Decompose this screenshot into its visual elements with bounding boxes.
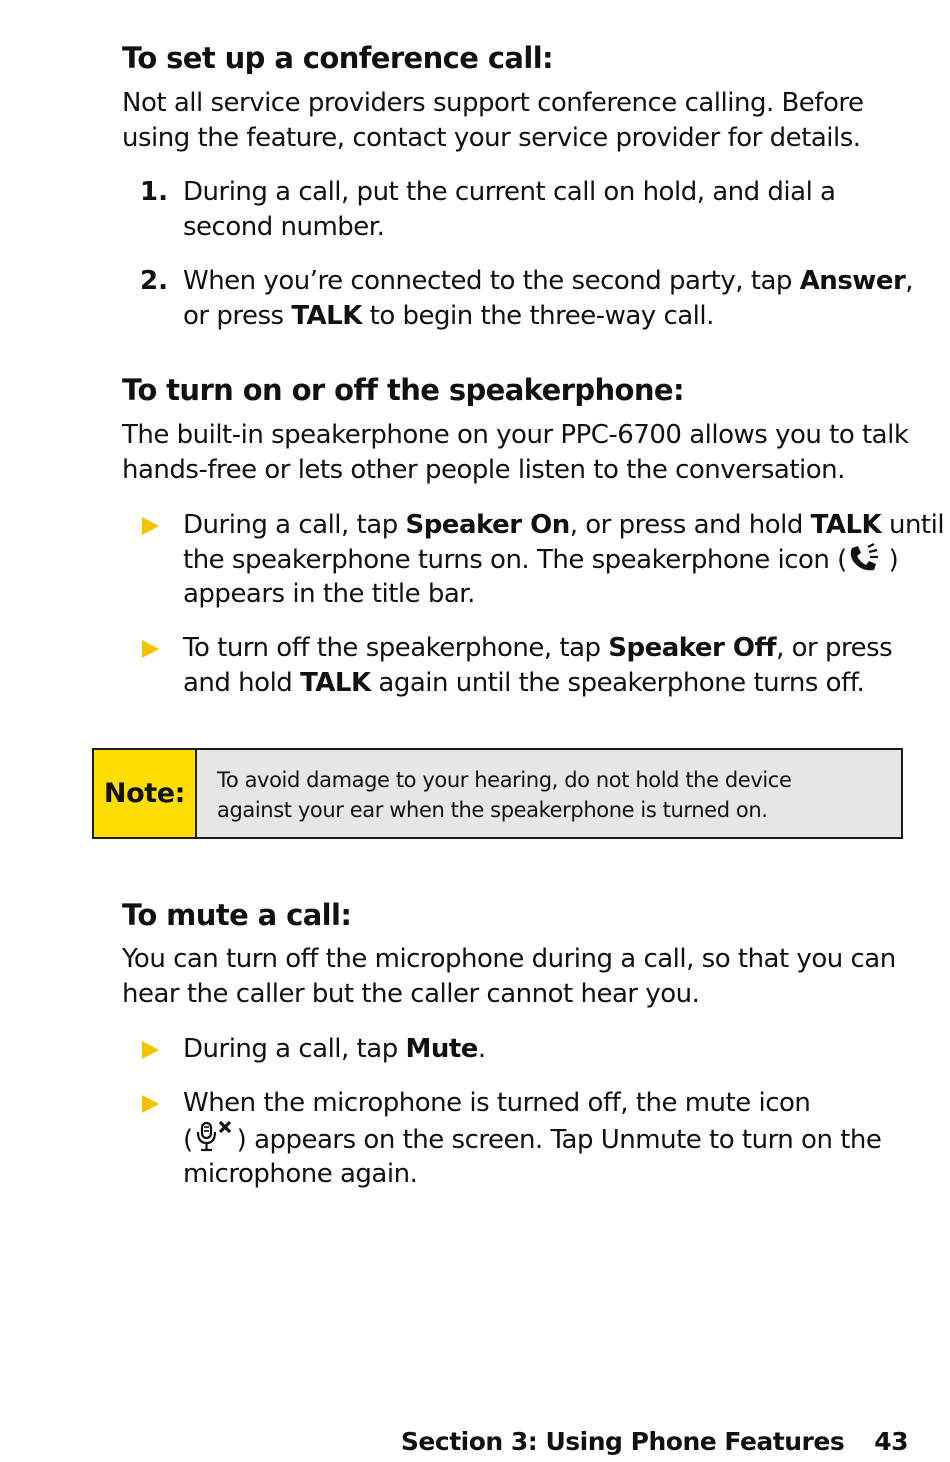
bullet-line [183,1121,923,1158]
step-number: 2. [140,266,168,296]
talk-label: TALK [300,667,371,698]
bullet-arrow-icon [142,517,159,535]
text-run: When you’re connected to the second party, tap [183,266,800,296]
step-line: second number. [183,211,385,242]
text-run: During a call, tap [183,510,406,540]
bullet-text [183,508,945,612]
text-run: and hold [183,667,301,698]
intro-line: The built-in speakerphone on your PPC-6700 allows you to talk [122,420,909,450]
text-run: , or press and hold [569,510,811,540]
bullet-text [183,1032,923,1067]
mute-heading: To mute a call: [122,898,352,932]
speakerphone-heading: To turn on or off the speakerphone: [122,373,684,407]
text-run: ( [183,1124,193,1155]
conference-heading: To set up a conference call: [122,41,554,75]
bullet-line [183,543,923,578]
text-run: During a call, tap [183,1034,406,1064]
note-label: Note: [94,750,197,837]
bullet-arrow-icon [142,1095,159,1113]
step-number: 1. [140,177,168,207]
note-box [92,748,903,839]
bullet-line [183,631,923,666]
talk-label: TALK [810,510,882,540]
step-text [183,175,923,244]
talk-label: TALK [291,300,362,331]
mute-label: Mute [405,1034,478,1064]
intro-line: hear the caller but the caller cannot hear you. [122,978,700,1009]
note-body [197,750,901,837]
bullet-line [183,508,945,543]
note-line: against your ear when the speakerphone is turned on. [217,797,768,822]
text-run: or press [183,300,292,331]
note-line: To avoid damage to your hearing, do not hold the device [217,768,792,792]
bullet-arrow-icon [142,640,159,658]
mute-intro [122,942,912,1011]
speaker-off-label: Speaker Off [608,633,777,663]
conference-intro [122,86,912,155]
bullet-text [183,631,923,700]
intro-line: Not all service providers support conference calling. Before [122,88,864,118]
text-run: ) [880,544,899,575]
page-footer [401,1427,908,1456]
intro-line: You can turn off the microphone during a call, so that you can [122,944,896,974]
bullet-text [183,1086,923,1192]
text-run: the speakerphone turns on. The speakerphone icon ( [183,544,847,575]
text-run: , or press [776,633,893,663]
bullet-line [183,1032,923,1067]
text-run: to begin the three-way call. [361,300,714,331]
bullet-line: microphone again. [183,1159,418,1189]
step-line [183,299,923,334]
text-run: , [905,266,914,296]
bullet-line [183,666,923,701]
intro-line: hands-free or lets other people listen to the conversation. [122,454,845,485]
text-run: . [477,1034,486,1064]
answer-label: Answer [799,266,906,296]
speakerphone-icon [847,543,881,573]
step-text [183,264,923,333]
mute-icon [193,1121,237,1153]
bullet-line: appears in the title bar. [183,579,475,609]
speaker-on-label: Speaker On [405,510,570,540]
text-run: ) appears on the screen. Tap Unmute to turn on the [236,1124,882,1155]
text-run: until [881,510,945,540]
bullet-arrow-icon [142,1041,159,1059]
speakerphone-intro [122,418,912,487]
page-number: 43 [874,1427,908,1456]
bullet-line: When the microphone is turned off, the mute icon [183,1088,811,1118]
footer-section-title: Section 3: Using Phone Features [400,1427,845,1456]
step-line: During a call, put the current call on hold, and dial a [183,177,836,207]
step-line [183,264,923,299]
text-run: To turn off the speakerphone, tap [183,633,609,663]
text-run: again until the speakerphone turns off. [370,667,865,698]
intro-line: using the feature, contact your service provider for details. [122,122,861,153]
